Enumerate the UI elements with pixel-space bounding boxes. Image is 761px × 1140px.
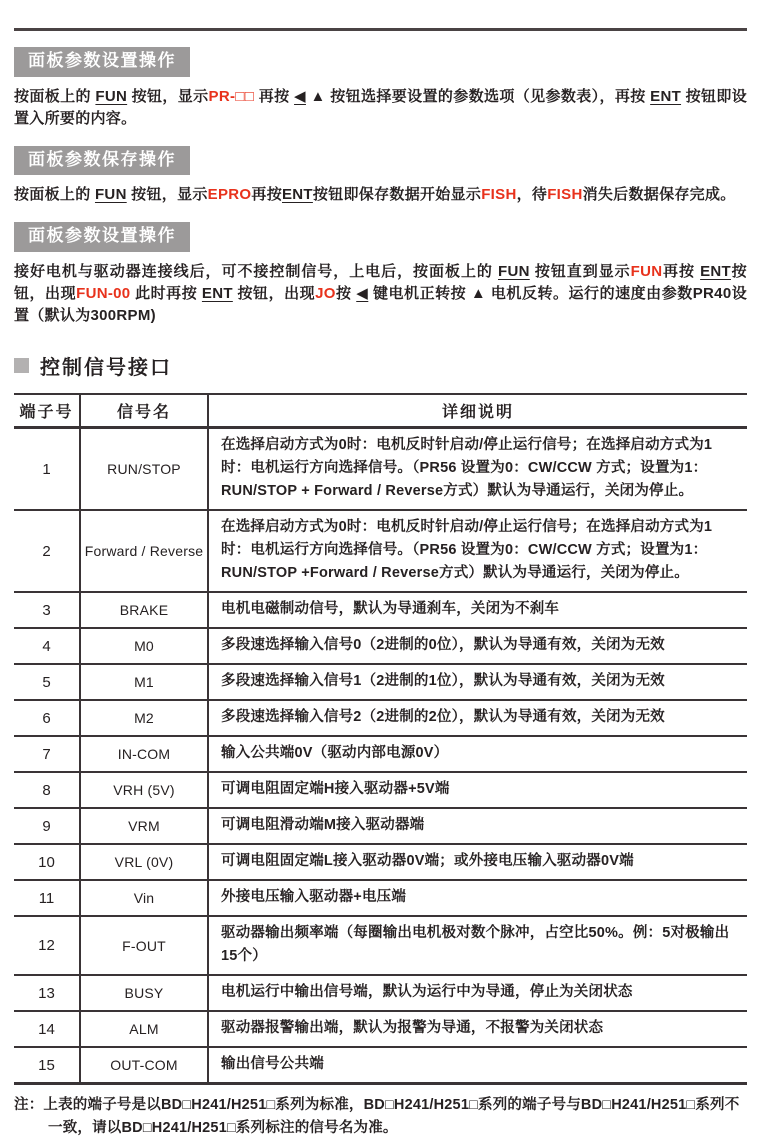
text-segment: 按钮，显示	[127, 87, 209, 105]
op-section-panel-param-save	[14, 146, 747, 207]
text-segment: ，待	[516, 186, 548, 204]
table-row	[14, 844, 747, 880]
terminal-number-cell: 6	[14, 700, 80, 736]
text-segment: 接好电机与驱动器连接线后，可不接控制信号，上电后，按面板上的	[14, 263, 498, 281]
signal-description-cell: 电机电磁制动信号，默认为导通刹车，关闭为不刹车	[208, 592, 747, 628]
text-segment: PR-□□	[208, 87, 255, 105]
text-segment: 消失后数据保存完成。	[582, 186, 736, 204]
text-segment: ENT	[201, 285, 233, 303]
signal-name-cell: RUN/STOP	[80, 428, 208, 511]
signal-description-cell: 可调电阻滑动端M接入驱动器端	[208, 808, 747, 844]
signal-name-cell: Vin	[80, 880, 208, 916]
signal-name-cell: ALM	[80, 1011, 208, 1047]
signal-name-cell: BRAKE	[80, 592, 208, 628]
square-bullet-icon	[14, 358, 29, 373]
op-section-jog-test	[14, 222, 747, 327]
text-segment: ENT	[282, 186, 313, 204]
table-row	[14, 808, 747, 844]
manual-page	[0, 28, 761, 1140]
terminal-number-cell: 9	[14, 808, 80, 844]
signal-description-cell: 电机运行中输出信号端，默认为运行中为导通，停止为关闭状态	[208, 975, 747, 1011]
terminal-col-header: 端子号	[14, 394, 80, 428]
section-title-text: 控制信号接口	[40, 357, 172, 380]
text-segment: 再按	[254, 87, 295, 105]
signal-description-cell: 可调电阻固定端L接入驱动器0V端；或外接电压输入驱动器0V端	[208, 844, 747, 880]
terminal-number-cell: 4	[14, 628, 80, 664]
table-row	[14, 880, 747, 916]
text-segment: EPRO	[207, 186, 252, 204]
table-row	[14, 916, 747, 975]
table-row	[14, 736, 747, 772]
signal-description-cell: 在选择启动方式为0时：电机反时针启动/停止运行信号；在选择启动方式为1时：电机运行方向选择信号。（PR56 设置为0：CW/CCW 方式；设置为1：RUN/STOP + Forward / Reverse方式）默认为导通运行，关闭为停止。	[208, 428, 747, 511]
text-segment: 此时再按	[130, 285, 202, 303]
control-signal-table	[14, 393, 747, 1085]
signal-name-cell: F-OUT	[80, 916, 208, 975]
signal-name-col-header: 信号名	[80, 394, 208, 428]
description-col-header: 详细说明	[208, 394, 747, 428]
table-row	[14, 772, 747, 808]
op-section-panel-param-set	[14, 47, 747, 130]
text-segment: 按钮直到显示	[529, 263, 631, 281]
text-segment: 按面板上的	[14, 87, 96, 105]
signal-description-cell: 输出信号公共端	[208, 1047, 747, 1084]
section-badge: 面板参数保存操作	[14, 146, 190, 176]
table-row	[14, 628, 747, 664]
signal-description-cell: 多段速选择输入信号1（2进制的1位），默认为导通有效，关闭为无效	[208, 664, 747, 700]
text-segment: 键电机正转按 ▲ 电机反转。运行的速度由参数PR40设置（默认为300RPM)	[14, 285, 747, 325]
text-segment: ◀	[356, 285, 369, 303]
table-row	[14, 428, 747, 511]
signal-name-cell: VRM	[80, 808, 208, 844]
text-segment: 按钮即保存数据开始显示	[312, 186, 482, 204]
text-segment: FUN	[94, 186, 127, 204]
top-divider	[14, 28, 747, 31]
footnote-text: 上表的端子号是以BD□H241/H251□系列为标准，BD□H241/H251□系列的端子号与BD□H241/H251□系列不一致，请以BD□H241/H251□系列标注的信号名为准。	[43, 1097, 740, 1137]
signal-description-cell: 驱动器报警输出端，默认为报警为导通，不报警为关闭状态	[208, 1011, 747, 1047]
text-segment: 按钮，显示	[126, 186, 208, 204]
terminal-number-cell: 12	[14, 916, 80, 975]
terminal-number-cell: 2	[14, 510, 80, 592]
text-segment: FUN	[630, 263, 663, 281]
table-row	[14, 975, 747, 1011]
table-row	[14, 1011, 747, 1047]
text-segment: JO	[315, 285, 336, 303]
signal-name-cell: M2	[80, 700, 208, 736]
terminal-number-cell: 14	[14, 1011, 80, 1047]
terminal-number-cell: 10	[14, 844, 80, 880]
text-segment: ENT	[700, 263, 731, 281]
footnote	[14, 1094, 747, 1140]
table-row	[14, 592, 747, 628]
signal-description-cell: 可调电阻固定端H接入驱动器+5V端	[208, 772, 747, 808]
text-segment: 按面板上的	[14, 186, 95, 204]
table-row	[14, 510, 747, 592]
text-segment: 按钮，出现	[14, 263, 747, 303]
terminal-number-cell: 3	[14, 592, 80, 628]
section-paragraph	[14, 261, 747, 327]
text-segment: FUN	[498, 263, 530, 281]
terminal-number-cell: 15	[14, 1047, 80, 1084]
control-signal-section-title	[14, 351, 747, 380]
table-row	[14, 664, 747, 700]
signal-description-cell: 在选择启动方式为0时：电机反时针启动/停止运行信号；在选择启动方式为1时：电机运行方向选择信号。（PR56 设置为0：CW/CCW 方式；设置为1：RUN/STOP +Forward / Reverse方式）默认为导通运行，关闭为停止。	[208, 510, 747, 592]
table-row	[14, 700, 747, 736]
text-segment: FISH	[547, 186, 583, 204]
text-segment: ▲ 按钮选择要设置的参数选项（见参数表），再按	[305, 87, 651, 105]
terminal-number-cell: 11	[14, 880, 80, 916]
terminal-number-cell: 8	[14, 772, 80, 808]
terminal-number-cell: 5	[14, 664, 80, 700]
signal-description-cell: 多段速选择输入信号2（2进制的2位），默认为导通有效，关闭为无效	[208, 700, 747, 736]
text-segment: 按	[335, 285, 357, 303]
text-segment: FUN-00	[76, 285, 131, 303]
signal-description-cell: 驱动器输出频率端（每圈输出电机极对数个脉冲，占空比50%。例：5对极输出15个）	[208, 916, 747, 975]
signal-description-cell: 外接电压输入驱动器+电压端	[208, 880, 747, 916]
signal-name-cell: IN-COM	[80, 736, 208, 772]
text-segment: 再按	[251, 186, 282, 204]
text-segment: ◀	[294, 87, 306, 105]
signal-description-cell: 多段速选择输入信号0（2进制的0位），默认为导通有效，关闭为无效	[208, 628, 747, 664]
signal-name-cell: BUSY	[80, 975, 208, 1011]
signal-name-cell: M1	[80, 664, 208, 700]
section-badge: 面板参数设置操作	[14, 47, 190, 77]
text-segment: FISH	[481, 186, 517, 204]
terminal-number-cell: 1	[14, 428, 80, 511]
terminal-number-cell: 13	[14, 975, 80, 1011]
signal-name-cell: M0	[80, 628, 208, 664]
signal-description-cell: 输入公共端0V（驱动内部电源0V）	[208, 736, 747, 772]
section-paragraph	[14, 86, 747, 130]
signal-table-body	[14, 428, 747, 1084]
table-row	[14, 1047, 747, 1084]
signal-name-cell: VRL (0V)	[80, 844, 208, 880]
terminal-number-cell: 7	[14, 736, 80, 772]
footnote-label: 注：	[14, 1097, 44, 1114]
signal-name-cell: OUT-COM	[80, 1047, 208, 1084]
signal-name-cell: VRH (5V)	[80, 772, 208, 808]
text-segment: 按钮，出现	[232, 285, 316, 303]
text-segment: 再按	[662, 263, 701, 281]
text-segment: FUN	[95, 87, 128, 105]
section-paragraph	[14, 184, 747, 206]
signal-name-cell: Forward / Reverse	[80, 510, 208, 592]
text-segment: 按钮即设置入所要的内容。	[14, 87, 748, 127]
section-badge: 面板参数设置操作	[14, 222, 190, 252]
signal-table-header	[14, 394, 747, 428]
text-segment: ENT	[650, 87, 682, 105]
table-header-row	[14, 394, 747, 428]
